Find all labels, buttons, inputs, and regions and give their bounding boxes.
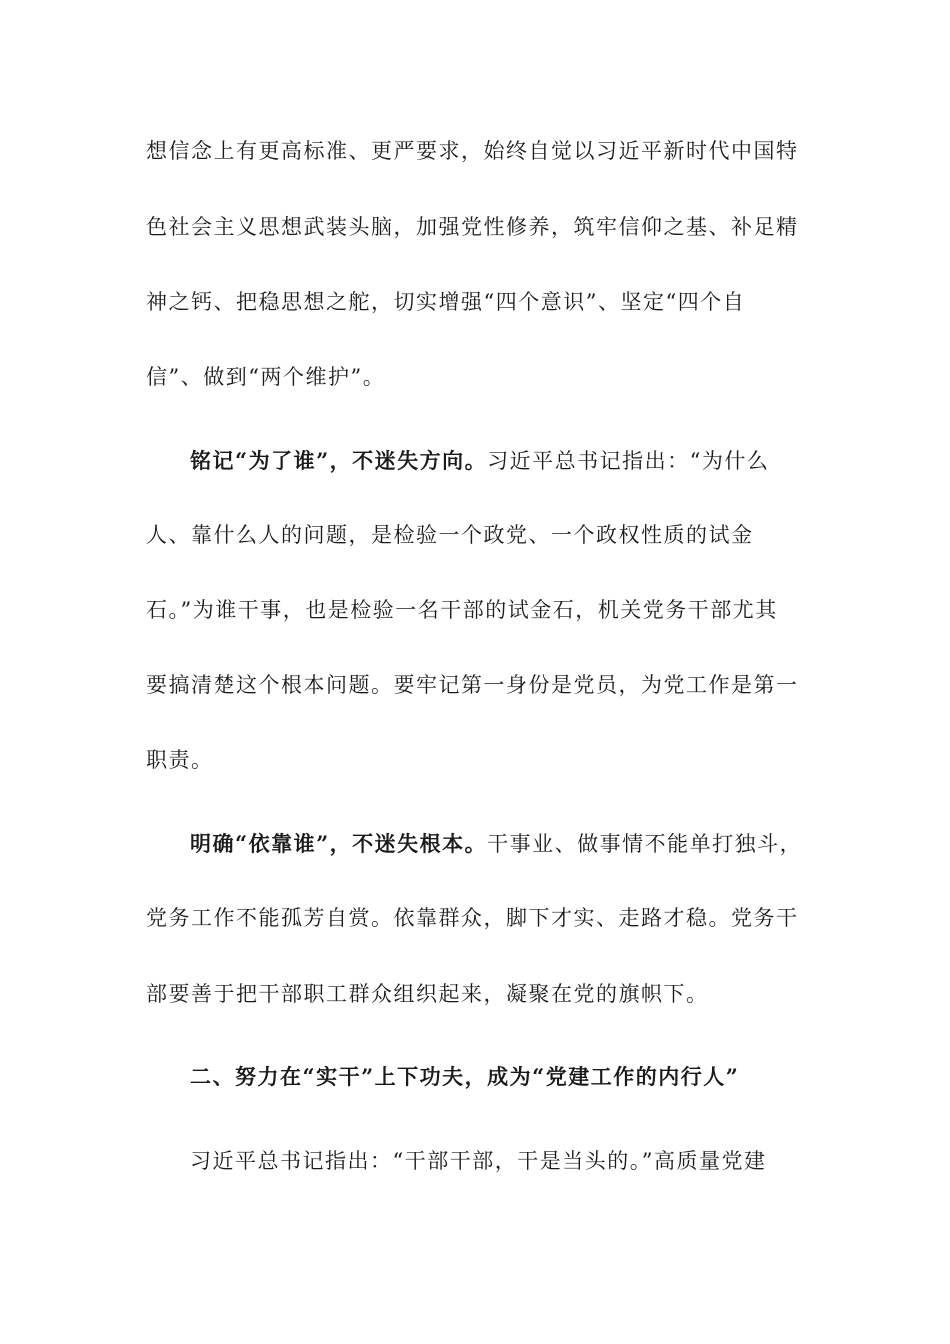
section-title: 二、努力在“实干”上下功夫，成为“党建工作的内行人” [190, 1064, 740, 1089]
text-line: 要搞清楚这个根本问题。要牢记第一身份是党员，为党工作是第一 [146, 673, 799, 697]
text-line: 职责。 [146, 748, 214, 772]
text-line: 信”、做到“两个维护”。 [146, 365, 386, 389]
paragraph-text: 干事业、做事情不能单打独斗， [487, 832, 803, 856]
text-line: 人、靠什么人的问题，是检验一个政党、一个政权性质的试金 [146, 523, 754, 547]
paragraph-first-line [190, 829, 802, 859]
paragraph-heading: 铭记“为了谁”，不迷失方向。 [190, 448, 488, 473]
text-line: 部要善于把干部职工群众组织起来，凝聚在党的旗帜下。 [146, 982, 709, 1006]
text-line: 党务工作不能孤芳自赏。依靠群众，脚下才实、走路才稳。党务干 [146, 906, 799, 930]
text-line: 色社会主义思想武装头脑，加强党性修养，筑牢信仰之基、补足精 [146, 215, 799, 239]
paragraph-heading: 明确“依靠谁”，不迷失根本。 [190, 831, 488, 856]
text-line: 石。”为谁干事，也是检验一名干部的试金石，机关党务干部尤其 [146, 598, 778, 622]
text-line: 习近平总书记指出：“干部干部，干是当头的。”高质量党建 [190, 1149, 767, 1173]
text-line: 神之钙、把稳思想之舵，切实增强“四个意识”、坚定“四个自 [146, 290, 746, 314]
paragraph-text: 习近平总书记指出：“为什么 [487, 449, 770, 473]
text-line: 想信念上有更高标准、更严要求，始终自觉以习近平新时代中国特 [146, 139, 799, 163]
paragraph-first-line [190, 446, 769, 476]
